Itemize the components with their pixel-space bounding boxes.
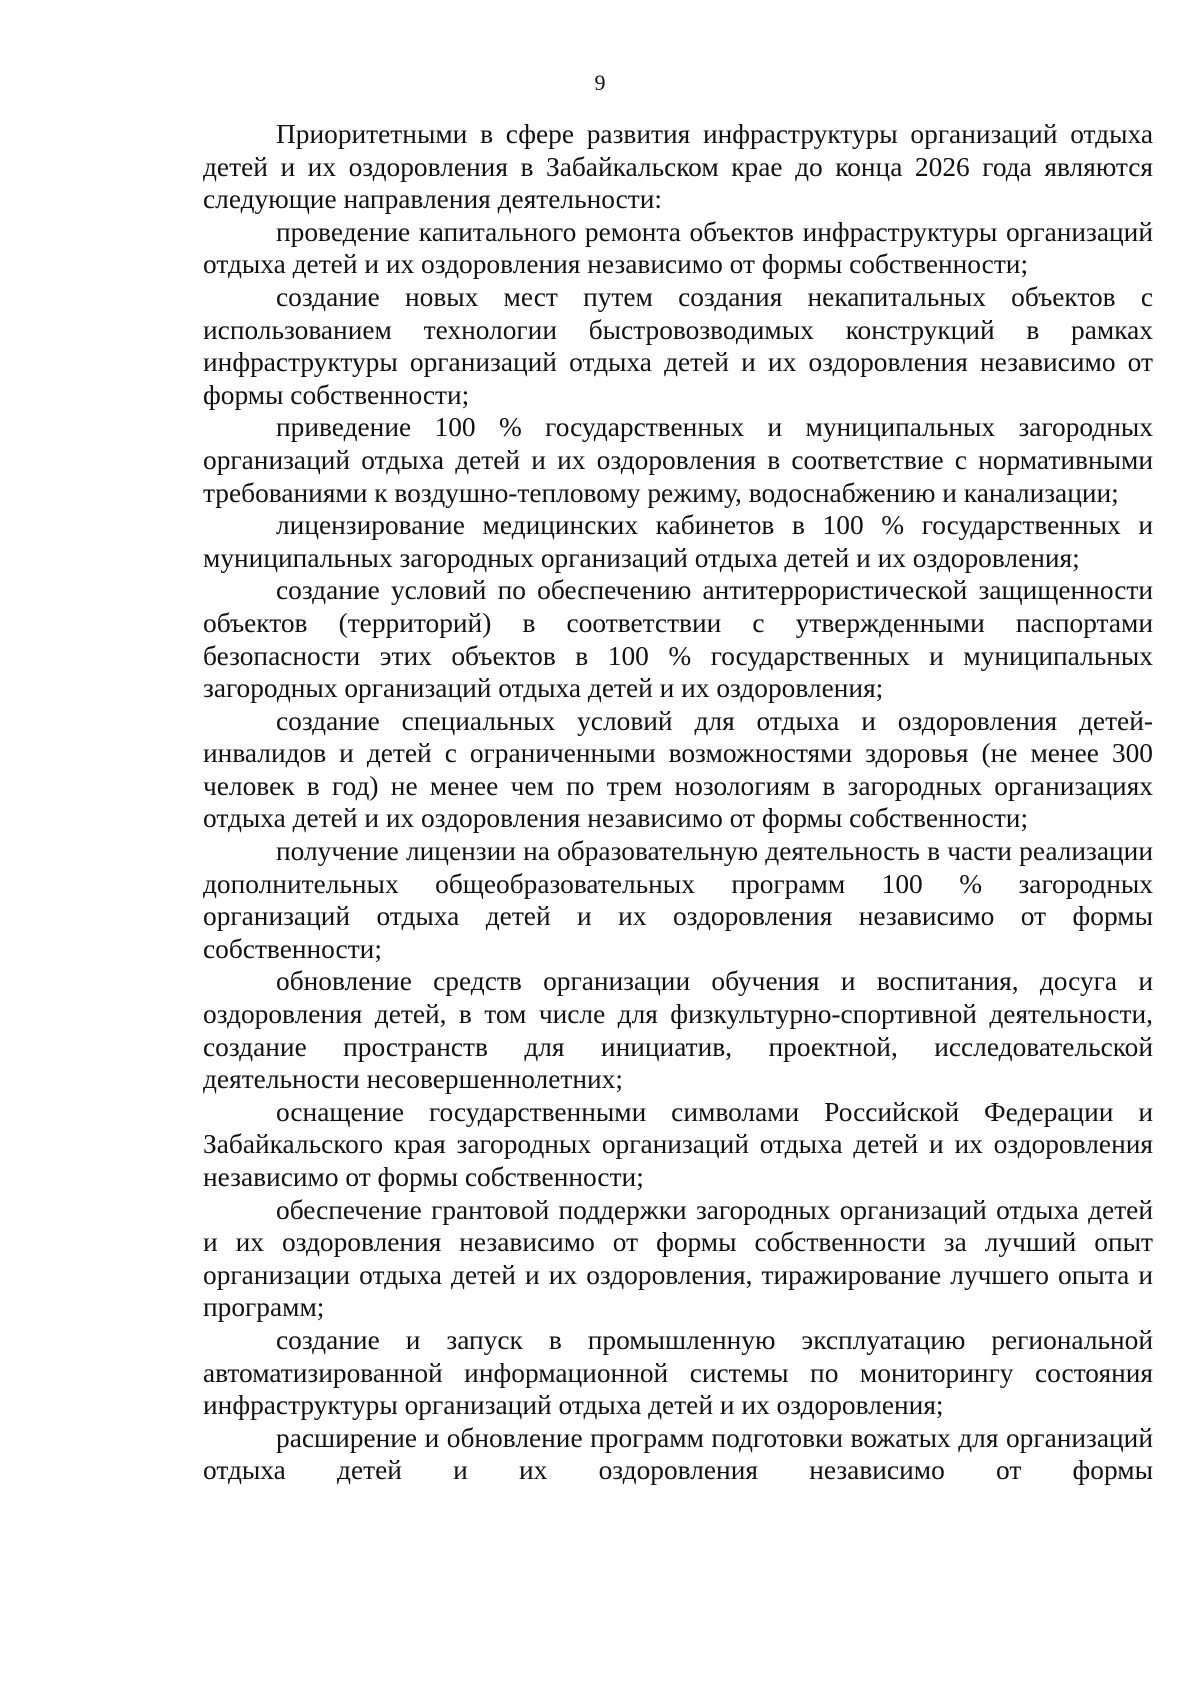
paragraph-item: создание условий по обеспечению антитеррористической защищенности объектов (территорий) в соответствии с утвержденными паспортами безопасности этих объектов в 100 % государственных и муниципальных загородных организаций отдыха детей и их оздоровления; <box>203 575 1153 704</box>
paragraph-item: получение лицензии на образовательную деятельность в части реализации дополнительных общеобразовательных программ 100 % загородных организаций отдыха детей и их оздоровления независимо от формы собственности; <box>203 836 1153 964</box>
paragraph-item-continued: расширение и обновление программ подготовки вожатых для организаций отдыха детей и их оздоровления независимо от формы <box>203 1422 1153 1486</box>
paragraph-item: создание и запуск в промышленную эксплуатацию региональной автоматизированной информационной системы по мониторингу состояния инфраструктуры организаций отдыха детей и их оздоровления; <box>203 1324 1153 1421</box>
paragraph-item: оснащение государственными символами Российской Федерации и Забайкальского края загородных организаций отдыха детей и их оздоровления независимо от формы собственности; <box>203 1096 1153 1192</box>
paragraph-item: проведение капитального ремонта объектов инфраструктуры организаций отдыха детей и их оздоровления независимо от формы собственности; <box>203 216 1153 280</box>
page-number: 9 <box>594 70 606 95</box>
paragraph-item: обеспечение грантовой поддержки загородных организаций отдыха детей и их оздоровления независимо от формы собственности за лучший опыт организации отдыха детей и их оздоровления, тиражирование лучшего опыта и программ; <box>203 1194 1153 1323</box>
paragraph-item: создание новых мест путем создания некапитальных объектов с использованием технологии быстровозводимых конструкций в рамках инфраструктуры организаций отдыха детей и их оздоровления независимо от формы собственности; <box>203 281 1153 410</box>
paragraph-item: создание специальных условий для отдыха и оздоровления детей-инвалидов и детей с ограниченными возможностями здоровья (не менее 300 человек в год) не менее чем по трем нозологиям в загородных организациях отдыха детей и их оздоровления независимо от формы собственности; <box>203 705 1153 834</box>
document-body <box>203 118 1153 1487</box>
paragraph-intro: Приоритетными в сфере развития инфраструктуры организаций отдыха детей и их оздоровления в Забайкальском крае до конца 2026 года являются следующие направления деятельности: <box>203 119 1153 215</box>
paragraph-item: лицензирование медицинских кабинетов в 100 % государственных и муниципальных загородных организаций отдыха детей и их оздоровления; <box>203 510 1153 573</box>
paragraph-item: приведение 100 % государственных и муниципальных загородных организаций отдыха детей и их оздоровления в соответствие с нормативными требованиями к воздушно-тепловому режиму, водоснабжению и канализации; <box>203 412 1153 508</box>
paragraph-item: обновление средств организации обучения и воспитания, досуга и оздоровления детей, в том числе для физкультурно-спортивной деятельности, создание пространств для инициатив, проектной, исследовательской деятельности несовершеннолетних; <box>203 966 1153 1095</box>
